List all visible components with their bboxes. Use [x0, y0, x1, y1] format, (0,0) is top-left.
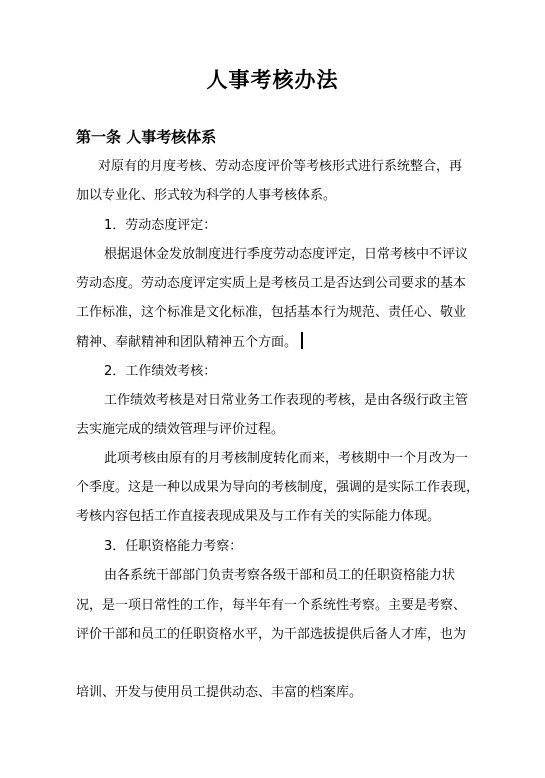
paragraph-line: 考核内容包括工作直接表现成果及与工作有关的实际能力体现。	[76, 509, 441, 524]
paragraph-line: 由各系统干部部门负责考察各级干部和员工的任职资格能力状	[104, 568, 456, 583]
paragraph-line: 劳动态度。劳动态度评定实质上是考核员工是否达到公司要求的基本	[76, 276, 467, 291]
text-cursor	[301, 332, 303, 349]
paragraph-line: 个季度。这是一种以成果为导向的考核制度，强调的是实际工作表现，	[76, 480, 480, 495]
paragraph-line: 况，是一项日常性的工作，每半年有一个系统性考察。主要是考察、	[76, 598, 467, 613]
list-item-heading: 1．劳动态度评定：	[104, 218, 217, 233]
paragraph-line-with-cursor[interactable]	[76, 332, 303, 353]
paragraph-line: 去实施完成的绩效管理与评价过程。	[76, 422, 285, 437]
paragraph-line: 评价干部和员工的任职资格水平，为干部选拔提供后备人才库，也为	[76, 627, 467, 642]
list-item-heading: 3．任职资格能力考察：	[104, 539, 243, 554]
paragraph-line: 根据退休金发放制度进行季度劳动态度评定，日常考核中不评议	[104, 247, 469, 262]
paragraph-line: 加以专业化、形式较为科学的人事考核体系。	[76, 188, 337, 203]
section-heading: 第一条 人事考核体系	[76, 128, 217, 146]
list-item-heading: 2．工作绩效考核：	[104, 364, 217, 379]
paragraph-line: 工作绩效考核是对日常业务工作表现的考核，是由各级行政主管	[104, 393, 469, 408]
paragraph-line: 培训、开发与使用员工提供动态、丰富的档案库。	[76, 685, 363, 700]
paragraph-line: 对原有的月度考核、劳动态度评价等考核形式进行系统整合，再	[98, 159, 463, 174]
paragraph-line: 此项考核由原有的月考核制度转化而来，考核期中一个月改为一	[104, 451, 469, 466]
paragraph-line: 工作标准，这个标准是文化标准，包括基本行为规范、责任心、敬业	[76, 305, 467, 320]
paragraph-line-text: 精神、奉献精神和团队精神五个方面。	[76, 335, 298, 350]
document-title: 人事考核办法	[206, 67, 339, 92]
